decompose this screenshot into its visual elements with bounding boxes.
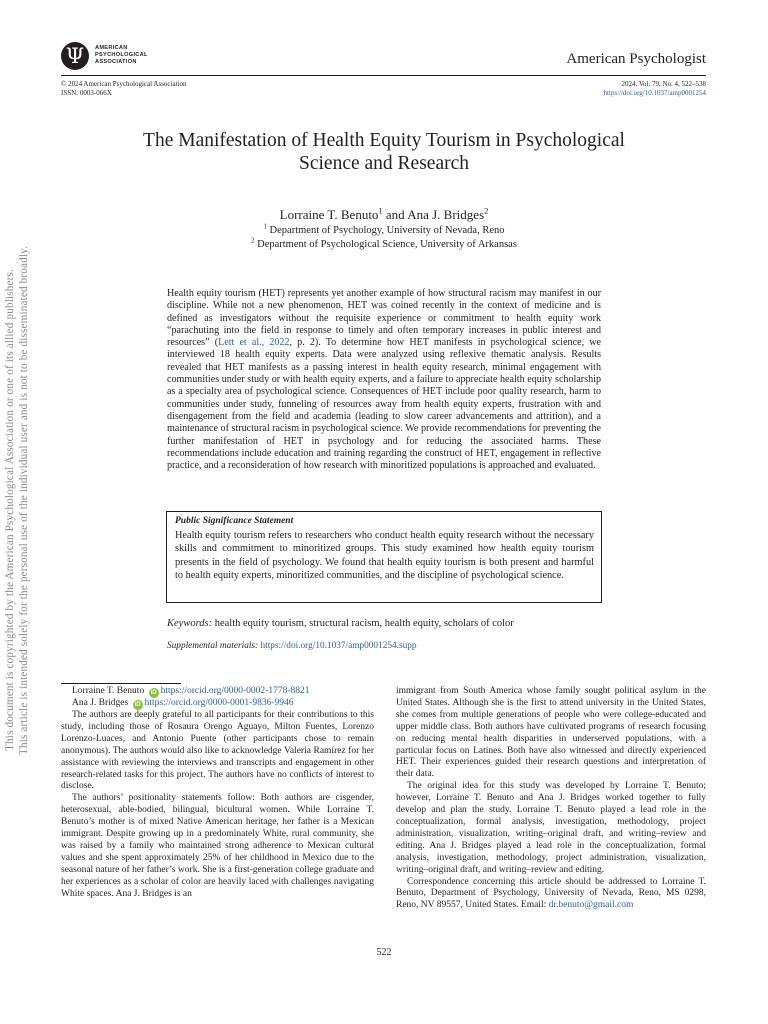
journal-name: American Psychologist — [566, 51, 706, 67]
public-significance-heading: Public Significance Statement — [175, 516, 294, 526]
orcid-icon: iD — [150, 690, 157, 696]
apa-logo-text: AMERICAN PSYCHOLOGICAL ASSOCIATION — [95, 45, 148, 66]
doi-link[interactable]: https://doi.org/10.1037/amp0001254 — [603, 88, 706, 97]
citation-text: 2024, Vol. 79, No. 4, 522–538 — [621, 80, 706, 88]
author-2: Ana J. Bridges — [407, 207, 485, 222]
supplemental-materials: Supplemental materials: https://doi.org/10.1037/amp0001254.supp — [167, 641, 417, 651]
citation-link[interactable]: Lett et al., 2022 — [218, 337, 290, 349]
article-title: The Manifestation of Health Equity Tourism in Psychological Science and Research — [143, 130, 625, 174]
footnote-column-left — [61, 686, 374, 901]
copyright-sidebar — [3, 245, 47, 755]
footnote-rule — [61, 683, 181, 684]
footnote-column-right — [396, 686, 706, 912]
author-1: Lorraine T. Benuto — [279, 207, 379, 222]
orcid-entry-1: Lorraine T. Benuto iD https://orcid.org/0000-0002-1778-8821 — [72, 686, 310, 696]
copyright-text: © 2024 American Psychological Association — [61, 80, 187, 88]
apa-logo — [61, 42, 171, 72]
acknowledgments: The authors are deeply grateful to all participants for their contributions to this study, including those of Rosaura Orengo Aguayo, Milton Fuentes, Lorenzo Lorenzo-Luaces, and Antonio Puente (other participants chose to remain anonymous). The authors would also like to acknowledge Valeria Ramírez for her assistance with reviewing the interviews and transcripts and engagement in other research-related tasks for this project. The authors have no conflicts of interest to disclose. — [61, 710, 374, 792]
issn-text: ISSN: 0003-066X — [61, 88, 112, 97]
abstract: Health equity tourism (HET) represents yet another example of how structural racism may manifest in our discipline. While not a new phenomenon, HET was coined recently in the context of medicine and is defined as investigators without the requisite experience or commitment to health equity work “parachuting into the field in response to timely and often temporary increases in public interest and resources” (Lett et al., 2022, p. 2). To determine how HET manifests in psychological science, we interviewed 18 health equity experts. Data were analyzed using reflexive thematic analysis. Results revealed that HET manifests as a passing interest in health equity research, minimal engagement with communities under study or with health equity experts, and a failure to appreciate health equity scholarship as a specialty area of psychological science. Consequences of HET include poor quality research, harm to communities under study, funneling of resources away from health equity experts, frustration with and disengagement from the field and academia (leading to slow career advancements and attrition), and a maintenance of structural racism in psychological science. We provide recommendations for preventing the further manifestation of HET in psychology and for reducing the associated harms. These recommendations include education and training regarding the construct of HET, engagement in reflective practice, and a reconsideration of how research with minoritized populations is approached and evaluated. — [167, 288, 601, 472]
header-rule — [61, 75, 706, 76]
email-link[interactable]: dr.benuto@gmail.com — [548, 900, 634, 911]
author-line: Lorraine T. Benuto$^1$ and Ana J. Bridges$^2$ — [279, 205, 489, 222]
supplemental-link[interactable]: https://doi.org/10.1037/amp0001254.supp — [258, 641, 417, 651]
citation-block — [603, 80, 706, 97]
orcid-link-2[interactable]: https://orcid.org/0000-0001-9836-9946 — [144, 698, 294, 708]
affiliations — [0, 224, 768, 252]
positionality-continued: immigrant from South America whose family sought political asylum in the United States. Although she is the first to attend university in the United States, she comes from multiple generations of people who were college-educated and upper middle class. Both authors have cultivated programs of research focusing on reducing mental health disparities in underserved populations, with a particular focus on Latines. Both have also witnessed and directly experienced HET. Their experiences guided their research questions and interpretation of their data. — [396, 686, 706, 780]
sidebar-line-2: This article is intended solely for the personal use of the individual user and is not to be disseminated broadly. — [18, 245, 30, 755]
apa-psi-icon: Ψ — [61, 42, 89, 70]
public-significance-text: Health equity tourism refers to researchers who conduct health equity research without the necessary skills and commitment to minoritized groups. This study examined how health equity tourism presents in the field of psychology. We found that health equity tourism is both present and harmful to health equity experts, minoritized communities, and the discipline of psychological science. — [175, 530, 594, 582]
affiliation-2: $^2$ Department of Psychological Science, University of Arkansas — [251, 237, 517, 250]
correspondence: Correspondence concerning this article should be addressed to Lorraine T. Benuto, Department of Psychology, University of Nevada, Reno, MS 0298, Reno, NV 89557, United States. Email: dr.benuto@gmail.com — [396, 876, 706, 911]
page-number: 522 — [376, 947, 392, 958]
orcid-icon: iD — [134, 702, 141, 708]
copyright-block — [61, 80, 186, 97]
orcid-link-1[interactable]: https://orcid.org/0000-0002-1778-8821 — [160, 686, 310, 696]
positionality-statement: The authors’ positionality statements follow: Both authors are cisgender, heterosexual, able-bodied, bilingual, bicultural women. While Lorraine T. Benuto’s mother is of mixed Native American heritage, her father is a Mexican immigrant. Despite growing up in a predominately White, rural community, she was raised by a family who maintained strong adherence to Mexican cultural values and she spent approximately 25% of her childhood in Mexico due to the seasonal nature of her father’s work. She is a first-generation college graduate and her experiences as a scholar of color are heavily laced with challenges navigating White spaces. Ana J. Bridges is an — [61, 793, 374, 899]
affiliation-1: $^1$ Department of Psychology, University of Nevada, Reno — [263, 223, 505, 236]
contributions-statement: The original idea for this study was developed by Lorraine T. Benuto; however, Lorraine T. Benuto and Ana J. Bridges worked together to fully develop and plan the study. Lorraine T. Benuto played a lead role in the conceptualization, formal analysis, investigation, methodology, project administration, visualization, writing–original draft, and writing–review and editing. Ana J. Bridges played a lead role in the conceptualization, formal analysis, investigation, methodology, project administration, visualization, writing–original draft, and writing–review and editing. — [396, 781, 706, 875]
sidebar-line-1: This document is copyrighted by the American Psychological Association or one of its allied publishers. — [4, 269, 16, 751]
keywords: Keywords: health equity tourism, structural racism, health equity, scholars of color — [167, 618, 514, 629]
orcid-entry-2: Ana J. Bridges iD https://orcid.org/0000-0001-9836-9946 — [72, 698, 294, 708]
